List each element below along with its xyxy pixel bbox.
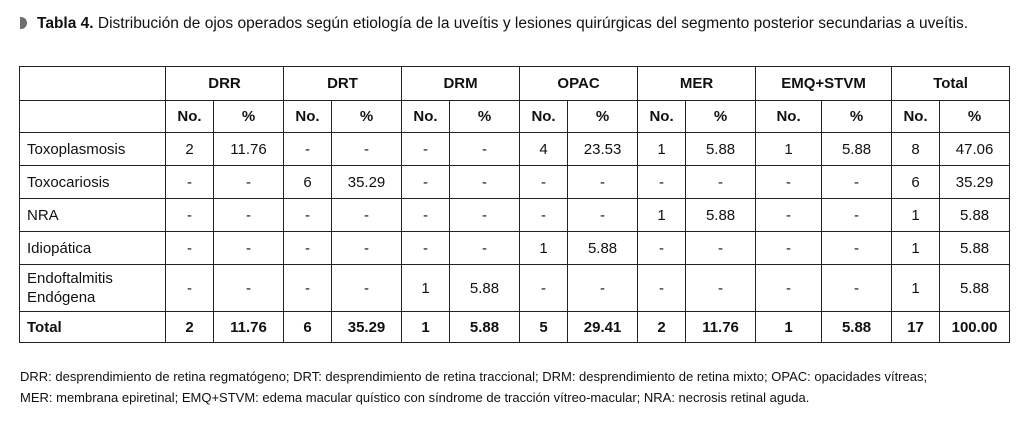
cell-pct: 5.88: [940, 199, 1010, 232]
cell-pct: 35.29: [940, 166, 1010, 199]
cell-pct: 23.53: [568, 133, 638, 166]
cell-no: -: [638, 265, 686, 312]
table-body: [20, 133, 1010, 343]
header-corner-sub: [20, 101, 166, 133]
row-label: Endoftalmitis Endógena: [20, 265, 166, 312]
subheader-no: No.: [166, 101, 214, 133]
cell-no: 4: [520, 133, 568, 166]
cell-pct: 35.29: [332, 166, 402, 199]
cell-pct: -: [332, 133, 402, 166]
subheader-no: No.: [284, 101, 332, 133]
total-row: [20, 312, 1010, 343]
cell-no: -: [756, 232, 822, 265]
cell-pct: -: [822, 232, 892, 265]
cell-no: -: [402, 232, 450, 265]
cell-no: -: [284, 199, 332, 232]
cell-pct: -: [568, 166, 638, 199]
subheader-no: No.: [638, 101, 686, 133]
group-header: EMQ+STVM: [756, 67, 892, 101]
footnote-line: MER: membrana epiretinal; EMQ+STVM: edema macular quístico con síndrome de tracción vítreo-macular; NRA: necrosis retinal aguda.: [20, 390, 810, 405]
cell-pct: -: [568, 265, 638, 312]
cell-no: 1: [638, 199, 686, 232]
row-label: Toxocariosis: [20, 166, 166, 199]
subheader-pct: %: [822, 101, 892, 133]
cell-no: 1: [892, 232, 940, 265]
cell-pct: -: [450, 166, 520, 199]
cell-pct: 5.88: [940, 265, 1010, 312]
cell-no: 1: [756, 312, 822, 343]
subheader-pct: %: [214, 101, 284, 133]
cell-pct: 5.88: [568, 232, 638, 265]
subheader-pct: %: [568, 101, 638, 133]
cell-pct: -: [450, 199, 520, 232]
cell-pct: -: [214, 232, 284, 265]
subheader-pct: %: [686, 101, 756, 133]
cell-pct: -: [822, 265, 892, 312]
subheader-pct: %: [332, 101, 402, 133]
caption-marker-icon: [20, 17, 27, 29]
cell-no: 1: [402, 312, 450, 343]
table-row: [20, 265, 1010, 312]
cell-pct: -: [214, 199, 284, 232]
table-row: [20, 133, 1010, 166]
cell-pct: -: [686, 232, 756, 265]
subheader-no: No.: [892, 101, 940, 133]
cell-no: -: [402, 166, 450, 199]
cell-pct: 100.00: [940, 312, 1010, 343]
cell-pct: 11.76: [214, 133, 284, 166]
caption-label: Tabla 4.: [37, 15, 94, 32]
cell-no: -: [520, 166, 568, 199]
caption-text: Distribución de ojos operados según etiología de la uveítis y lesiones quirúrgicas del segmento posterior secundarias a uveítis.: [97, 15, 969, 32]
cell-pct: -: [332, 232, 402, 265]
table-caption: [20, 14, 1010, 34]
row-label: NRA: [20, 199, 166, 232]
cell-no: 1: [638, 133, 686, 166]
cell-pct: 5.88: [822, 133, 892, 166]
cell-pct: 5.88: [450, 312, 520, 343]
cell-pct: -: [450, 133, 520, 166]
cell-no: -: [284, 265, 332, 312]
header-row-subheaders: [20, 101, 1010, 133]
cell-no: -: [756, 265, 822, 312]
cell-no: -: [284, 232, 332, 265]
header-corner: [20, 67, 166, 101]
cell-no: -: [402, 199, 450, 232]
cell-pct: -: [332, 199, 402, 232]
cell-no: 1: [892, 265, 940, 312]
cell-no: 2: [166, 312, 214, 343]
subheader-no: No.: [756, 101, 822, 133]
cell-no: -: [638, 166, 686, 199]
subheader-no: No.: [402, 101, 450, 133]
cell-pct: 11.76: [686, 312, 756, 343]
header-row-groups: [20, 67, 1010, 101]
cell-pct: -: [686, 265, 756, 312]
cell-pct: -: [214, 265, 284, 312]
cell-no: 5: [520, 312, 568, 343]
cell-no: 6: [284, 166, 332, 199]
cell-pct: 5.88: [450, 265, 520, 312]
row-label: Total: [20, 312, 166, 343]
cell-no: -: [166, 166, 214, 199]
cell-no: 1: [756, 133, 822, 166]
cell-no: 1: [402, 265, 450, 312]
group-header: DRM: [402, 67, 520, 101]
group-header: OPAC: [520, 67, 638, 101]
subheader-pct: %: [450, 101, 520, 133]
group-header: DRT: [284, 67, 402, 101]
cell-pct: -: [332, 265, 402, 312]
cell-no: -: [520, 265, 568, 312]
cell-no: -: [284, 133, 332, 166]
cell-pct: -: [822, 166, 892, 199]
group-header: MER: [638, 67, 756, 101]
cell-pct: -: [568, 199, 638, 232]
table-row: [20, 199, 1010, 232]
group-header: DRR: [166, 67, 284, 101]
cell-pct: 5.88: [822, 312, 892, 343]
cell-no: 6: [892, 166, 940, 199]
group-header: Total: [892, 67, 1010, 101]
cell-no: 8: [892, 133, 940, 166]
cell-no: 2: [638, 312, 686, 343]
subheader-pct: %: [940, 101, 1010, 133]
cell-no: -: [756, 199, 822, 232]
row-label: Idiopática: [20, 232, 166, 265]
cell-pct: -: [450, 232, 520, 265]
table-footnote: [20, 366, 1010, 408]
cell-no: -: [638, 232, 686, 265]
cell-no: 17: [892, 312, 940, 343]
cell-no: 2: [166, 133, 214, 166]
cell-pct: 47.06: [940, 133, 1010, 166]
cell-no: 1: [520, 232, 568, 265]
data-table: [19, 66, 1010, 343]
row-label: Toxoplasmosis: [20, 133, 166, 166]
cell-pct: -: [822, 199, 892, 232]
cell-no: -: [166, 265, 214, 312]
cell-pct: 5.88: [686, 199, 756, 232]
cell-pct: 11.76: [214, 312, 284, 343]
cell-no: -: [756, 166, 822, 199]
cell-pct: 35.29: [332, 312, 402, 343]
cell-no: -: [402, 133, 450, 166]
cell-no: -: [520, 199, 568, 232]
cell-pct: 29.41: [568, 312, 638, 343]
cell-no: -: [166, 199, 214, 232]
cell-pct: -: [214, 166, 284, 199]
table-row: [20, 232, 1010, 265]
cell-no: 6: [284, 312, 332, 343]
cell-pct: 5.88: [686, 133, 756, 166]
subheader-no: No.: [520, 101, 568, 133]
table-row: [20, 166, 1010, 199]
cell-pct: -: [686, 166, 756, 199]
cell-no: -: [166, 232, 214, 265]
cell-pct: 5.88: [940, 232, 1010, 265]
cell-no: 1: [892, 199, 940, 232]
footnote-line: DRR: desprendimiento de retina regmatógeno; DRT: desprendimiento de retina traccional; DRM: desprendimiento de retina mixto; OPAC: opacidades vítreas;: [20, 369, 928, 384]
